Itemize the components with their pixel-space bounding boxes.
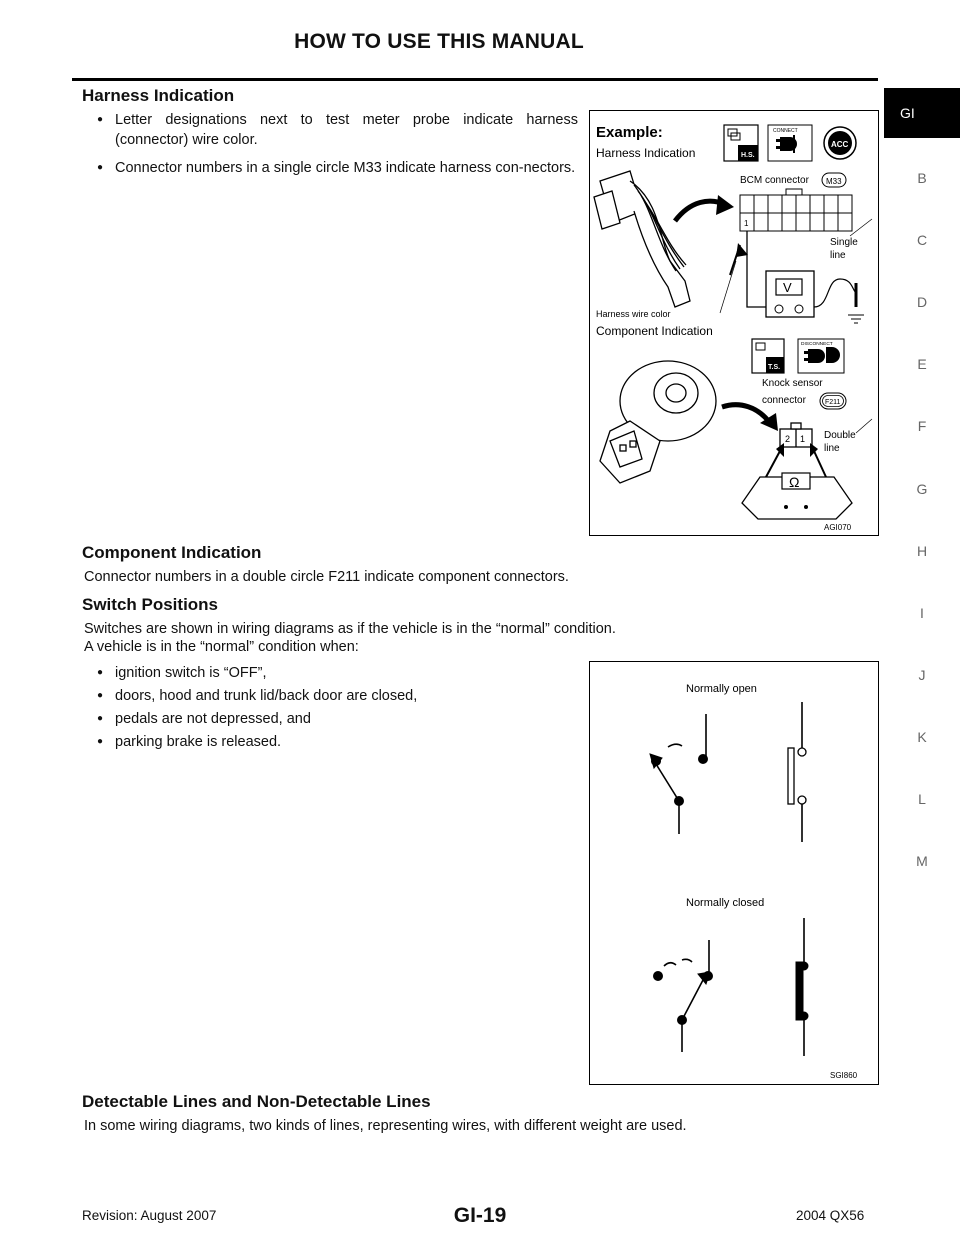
harness-component-diagram	[590, 111, 878, 535]
sidebar-tab-l[interactable]: L	[918, 791, 926, 807]
single-line-label: line	[830, 250, 846, 261]
sidebar-tab-b[interactable]: B	[917, 170, 927, 186]
switch-positions-heading: Switch Positions	[82, 595, 219, 614]
knock-sensor-connector-label: connector	[762, 395, 806, 406]
normally-closed-switch-symbol	[654, 940, 713, 1052]
switch-bullet-list	[83, 663, 563, 755]
footer-model: 2004 QX56	[796, 1208, 865, 1223]
disconnect-icon	[798, 339, 844, 373]
svg-text:T.S.: T.S.	[768, 364, 781, 371]
hs-icon	[724, 125, 758, 161]
detectable-lines-text: In some wiring diagrams, two kinds of lines, representing wires, with different weight are used.	[84, 1118, 687, 1134]
pin-1-label: 1	[744, 219, 749, 228]
single-label: Single	[830, 237, 858, 248]
sidebar-tab-c[interactable]: C	[916, 232, 928, 248]
harness-component-figure	[589, 110, 879, 536]
double-label: Double	[824, 430, 856, 441]
sidebar-tab-i[interactable]: I	[920, 605, 924, 621]
single-line-wire	[747, 231, 766, 307]
bcm-connector-label: BCM connector	[740, 175, 809, 186]
normally-open-switch-symbol	[650, 714, 708, 834]
double-line-label: line	[824, 443, 840, 454]
harness-indication-label: Harness Indication	[596, 146, 696, 160]
switch-positions-text-2: A vehicle is in the “normal” condition when:	[84, 639, 359, 655]
harness-indication-heading: Harness Indication	[82, 86, 235, 105]
bcm-connector-grid	[740, 189, 852, 231]
component-indication-heading: Component Indication	[82, 543, 262, 562]
sidebar-tab-g[interactable]: G	[916, 481, 928, 497]
header-rule	[72, 78, 878, 81]
footer-revision: Revision: August 2007	[82, 1208, 217, 1223]
connect-icon	[768, 125, 812, 161]
figure2-code: SGI860	[830, 1071, 858, 1080]
detectable-lines-heading: Detectable Lines and Non-Detectable Lines	[82, 1092, 431, 1111]
harness-bullet-list	[83, 110, 578, 186]
sidebar-tab-d[interactable]: D	[916, 294, 928, 310]
svg-text:M33: M33	[826, 177, 842, 186]
component-arrow	[722, 405, 770, 423]
switch-positions-figure	[589, 661, 879, 1085]
svg-text:F211: F211	[825, 399, 841, 406]
page-number: GI-19	[453, 1204, 507, 1227]
ohmmeter-icon	[742, 473, 852, 519]
switch-positions-text-1: Switches are shown in wiring diagrams as if the vehicle is in the “normal” condition.	[84, 621, 616, 637]
harness-wire-color-label: Harness wire color	[596, 309, 671, 319]
list-item: ● doors, hood and trunk lid/back door are closed,	[83, 686, 563, 706]
list-item: ● Connector numbers in a single circle M33 indicate harness con-nectors.	[83, 158, 578, 178]
sidebar-tab-gi[interactable]: GI	[884, 88, 960, 138]
component-indication-label: Component Indication	[596, 324, 713, 338]
sidebar-tab-h[interactable]: H	[916, 543, 928, 559]
figure1-code: AGI070	[824, 523, 852, 532]
voltmeter-icon	[766, 271, 814, 317]
list-item: ● parking brake is released.	[83, 732, 563, 752]
component-indication-text: Connector numbers in a double circle F211 indicate component connectors.	[84, 569, 569, 585]
pin-2-label: 2	[785, 434, 791, 444]
page-header-title: HOW TO USE THIS MANUAL	[294, 30, 584, 53]
sidebar-tab-j[interactable]: J	[918, 667, 926, 683]
ts-icon	[752, 339, 784, 373]
harness-connector-drawing	[594, 171, 690, 307]
normally-open-label: Normally open	[686, 683, 757, 695]
list-item: ● Letter designations next to test meter probe indicate harness (connector) wire color.	[83, 110, 578, 150]
list-item: ● pedals are not depressed, and	[83, 709, 563, 729]
svg-text:DISCONNECT: DISCONNECT	[801, 342, 833, 347]
list-item: ● ignition switch is “OFF”,	[83, 663, 563, 683]
acc-key-icon	[824, 127, 856, 159]
knock-sensor-drawing	[600, 361, 716, 483]
sidebar-tab-f[interactable]: F	[917, 418, 927, 434]
pin-1b-label: 1	[800, 434, 806, 444]
svg-text:ACC: ACC	[831, 140, 849, 149]
example-label: Example:	[596, 124, 663, 141]
sidebar-tab-e[interactable]: E	[917, 356, 927, 372]
knock-sensor-label: Knock sensor	[762, 378, 823, 389]
svg-text:V: V	[783, 280, 792, 295]
normally-closed-label: Normally closed	[686, 897, 765, 909]
switch-positions-diagram	[590, 662, 878, 1084]
sidebar-tab-k[interactable]: K	[917, 729, 927, 745]
svg-text:CONNECT: CONNECT	[773, 128, 798, 134]
svg-text:Ω: Ω	[789, 474, 800, 490]
normally-open-relay-symbol	[788, 702, 806, 842]
svg-text:H.S.: H.S.	[741, 152, 755, 159]
sidebar-tab-m[interactable]: M	[916, 853, 928, 869]
normally-closed-relay-symbol	[796, 918, 808, 1056]
